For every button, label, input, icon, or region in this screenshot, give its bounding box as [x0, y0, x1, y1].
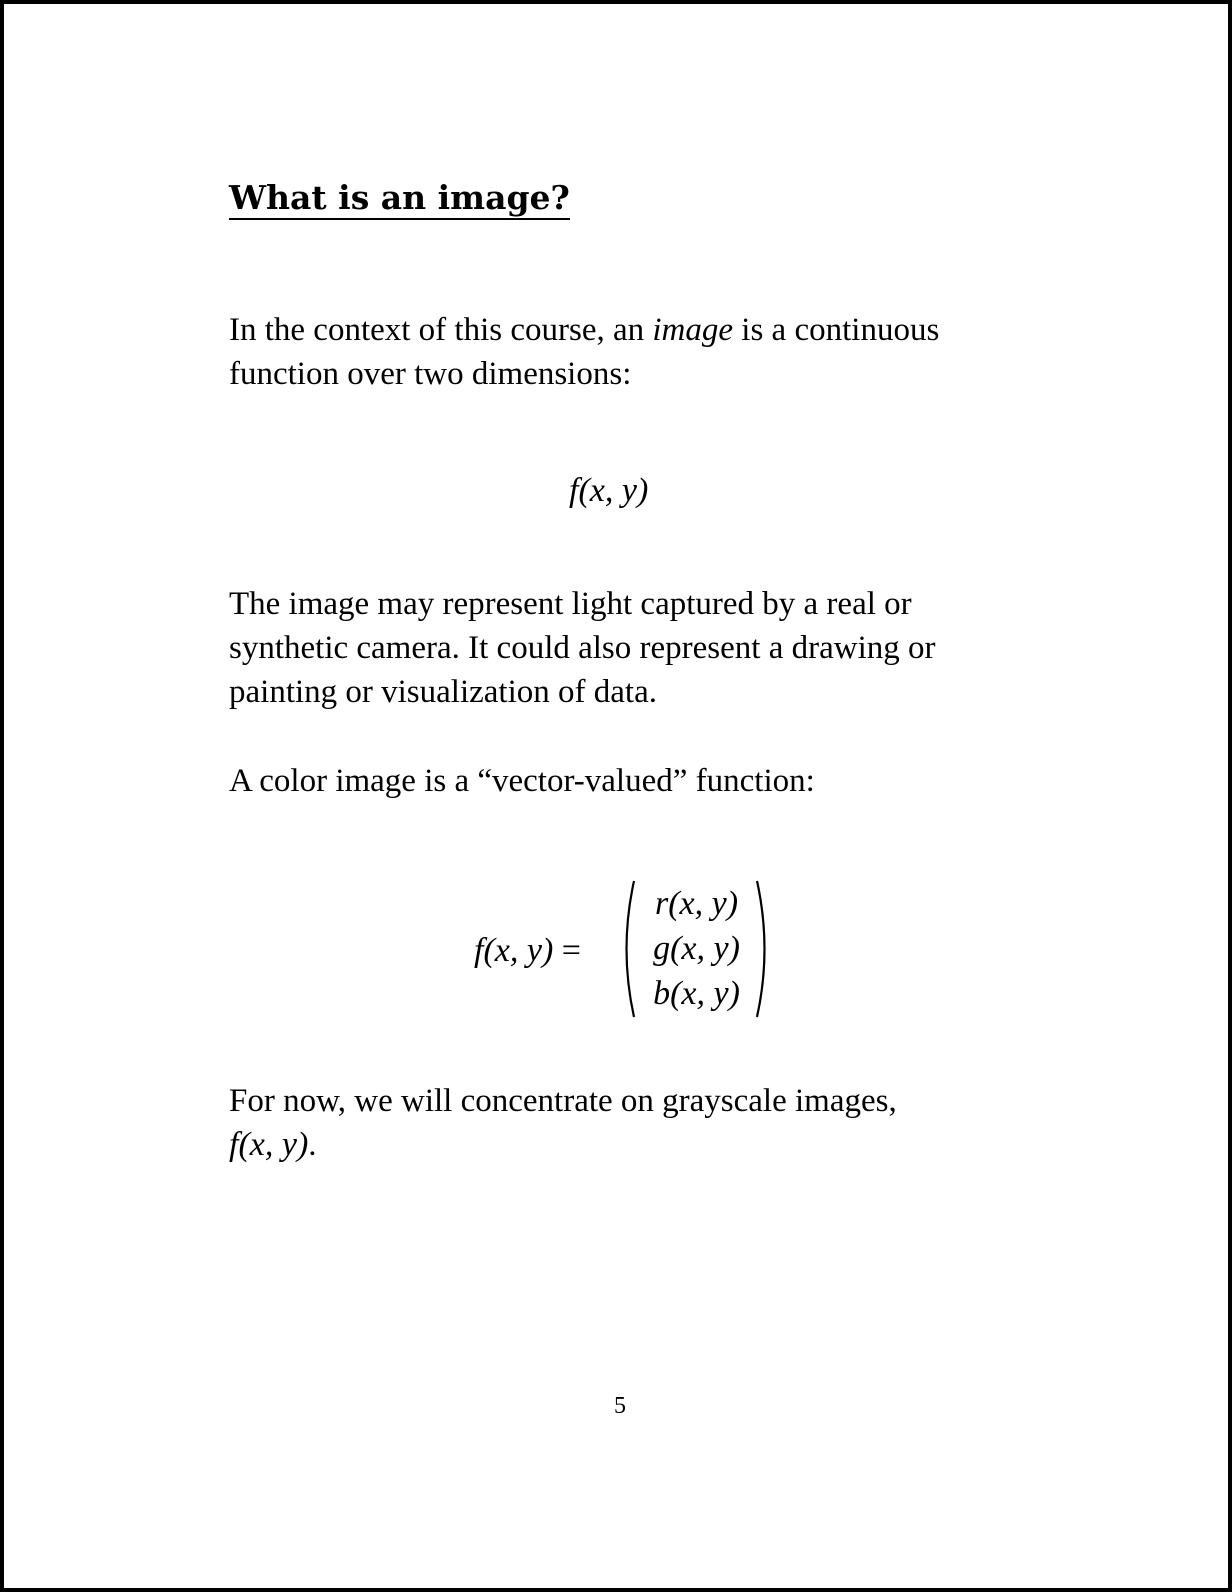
vector-component-red: r(x, y): [654, 885, 739, 922]
color-image-paragraph: A color image is a “vector-valued” function:: [229, 763, 815, 799]
function-equation: f(x, y): [569, 472, 649, 509]
grayscale-period: .: [308, 1127, 317, 1163]
intro-text-end: is a continuous function over two dimensions:: [229, 312, 940, 392]
grayscale-paragraph: [229, 1079, 1009, 1167]
equals-sign: =: [561, 932, 581, 969]
representation-paragraph: The image may represent light captured by a real or synthetic camera. It could also represent a drawing or painting or visualization of data.: [229, 586, 936, 710]
vector-equation-lhs: [474, 929, 581, 973]
vector-equation: [474, 879, 794, 1019]
left-parenthesis: [617, 879, 639, 1019]
page-number: 5: [614, 1393, 626, 1419]
grayscale-function: f(x, y): [229, 1126, 309, 1163]
intro-paragraph: [229, 308, 1009, 396]
page-title: What is an image?: [229, 178, 570, 220]
grayscale-text: For now, we will concentrate on grayscale images,: [229, 1083, 897, 1119]
vector-equation-lhs-text: f(x, y): [474, 932, 554, 969]
intro-text-start: In the context of this course, an: [229, 312, 653, 348]
vector-column: [639, 881, 754, 1016]
vector-component-green: g(x, y): [653, 930, 740, 967]
vector-component-blue: b(x, y): [653, 975, 740, 1012]
right-parenthesis: [752, 879, 774, 1019]
emphasized-term: image: [652, 312, 734, 348]
